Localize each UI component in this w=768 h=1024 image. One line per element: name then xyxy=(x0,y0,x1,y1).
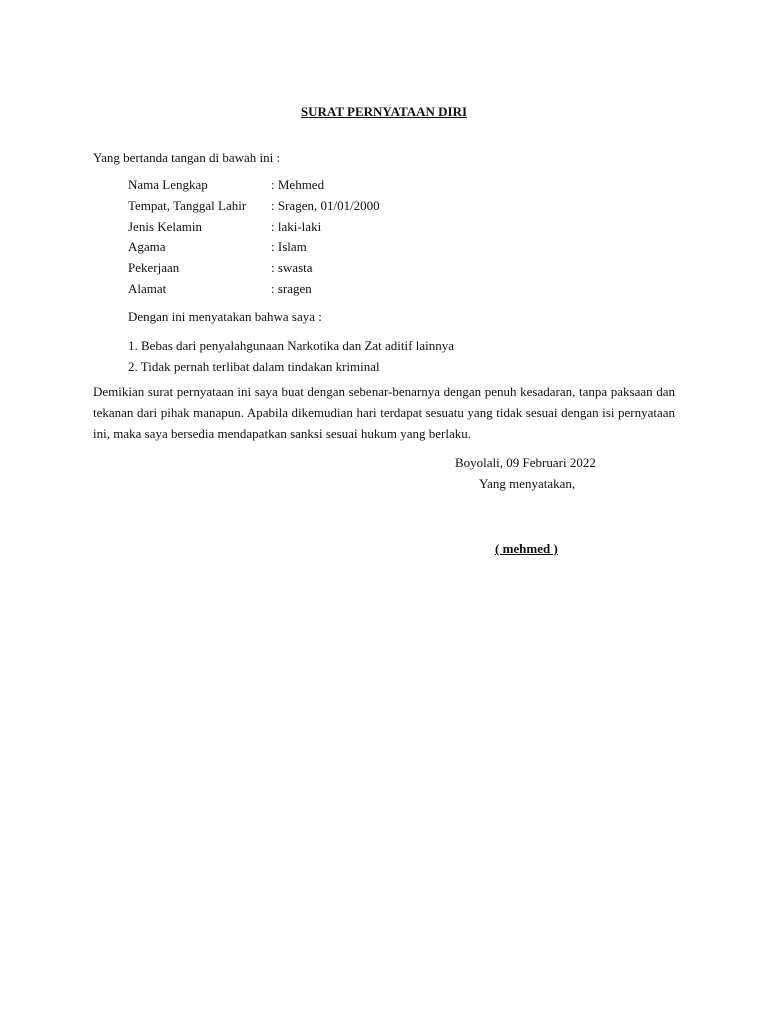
field-row-religion xyxy=(128,237,380,258)
field-label: Alamat xyxy=(128,280,167,296)
signer-name: ( mehmed ) xyxy=(495,541,558,556)
field-value: : Mehmed xyxy=(271,177,325,192)
document-title: SURAT PERNYATAAN DIRI xyxy=(300,104,468,119)
field-label: Tempat, Tanggal Lahir xyxy=(128,197,247,213)
declaration-intro: Dengan ini menyatakan bahwa saya : xyxy=(128,309,322,324)
field-value: : Islam xyxy=(271,239,307,255)
field-value: : swasta xyxy=(271,260,313,276)
identity-fields xyxy=(128,175,380,300)
field-row-birth xyxy=(128,196,380,217)
field-value: : sragen xyxy=(271,280,312,296)
closing-paragraph: Demikian surat pernyataan ini saya buat dengan sebenar-benarnya dengan penuh kesadaran, tanpa paksaan dan tekanan dari pihak manapun. Apabila dikemudian hari terdapat sesuatu yang tidak sesuai dengan isi pernyataan ini, maka saya bersedia mendapatkan sanksi sesuai hukum yang berlaku. xyxy=(93,384,675,441)
list-item: 2. Tidak pernah terlibat dalam tindakan kriminal xyxy=(128,359,380,374)
field-row-occupation xyxy=(128,258,380,279)
statement-list xyxy=(128,335,454,377)
field-value: : laki-laki xyxy=(271,218,322,234)
field-label: Jenis Kelamin xyxy=(128,218,203,234)
field-label: Nama Lengkap xyxy=(128,177,208,192)
field-label: Agama xyxy=(128,239,166,255)
field-row-gender xyxy=(128,217,380,238)
field-label: Pekerjaan xyxy=(128,260,180,276)
signer-label: Yang menyatakan, xyxy=(479,476,576,491)
list-item: 1. Bebas dari penyalahgunaan Narkotika dan Zat aditif lainnya xyxy=(128,338,454,353)
field-value: : Sragen, 01/01/2000 xyxy=(271,197,380,213)
place-date: Boyolali, 09 Februari 2022 xyxy=(455,455,596,470)
field-row-address xyxy=(128,279,380,300)
intro-text: Yang bertanda tangan di bawah ini : xyxy=(93,150,281,165)
field-row-name xyxy=(128,175,380,196)
